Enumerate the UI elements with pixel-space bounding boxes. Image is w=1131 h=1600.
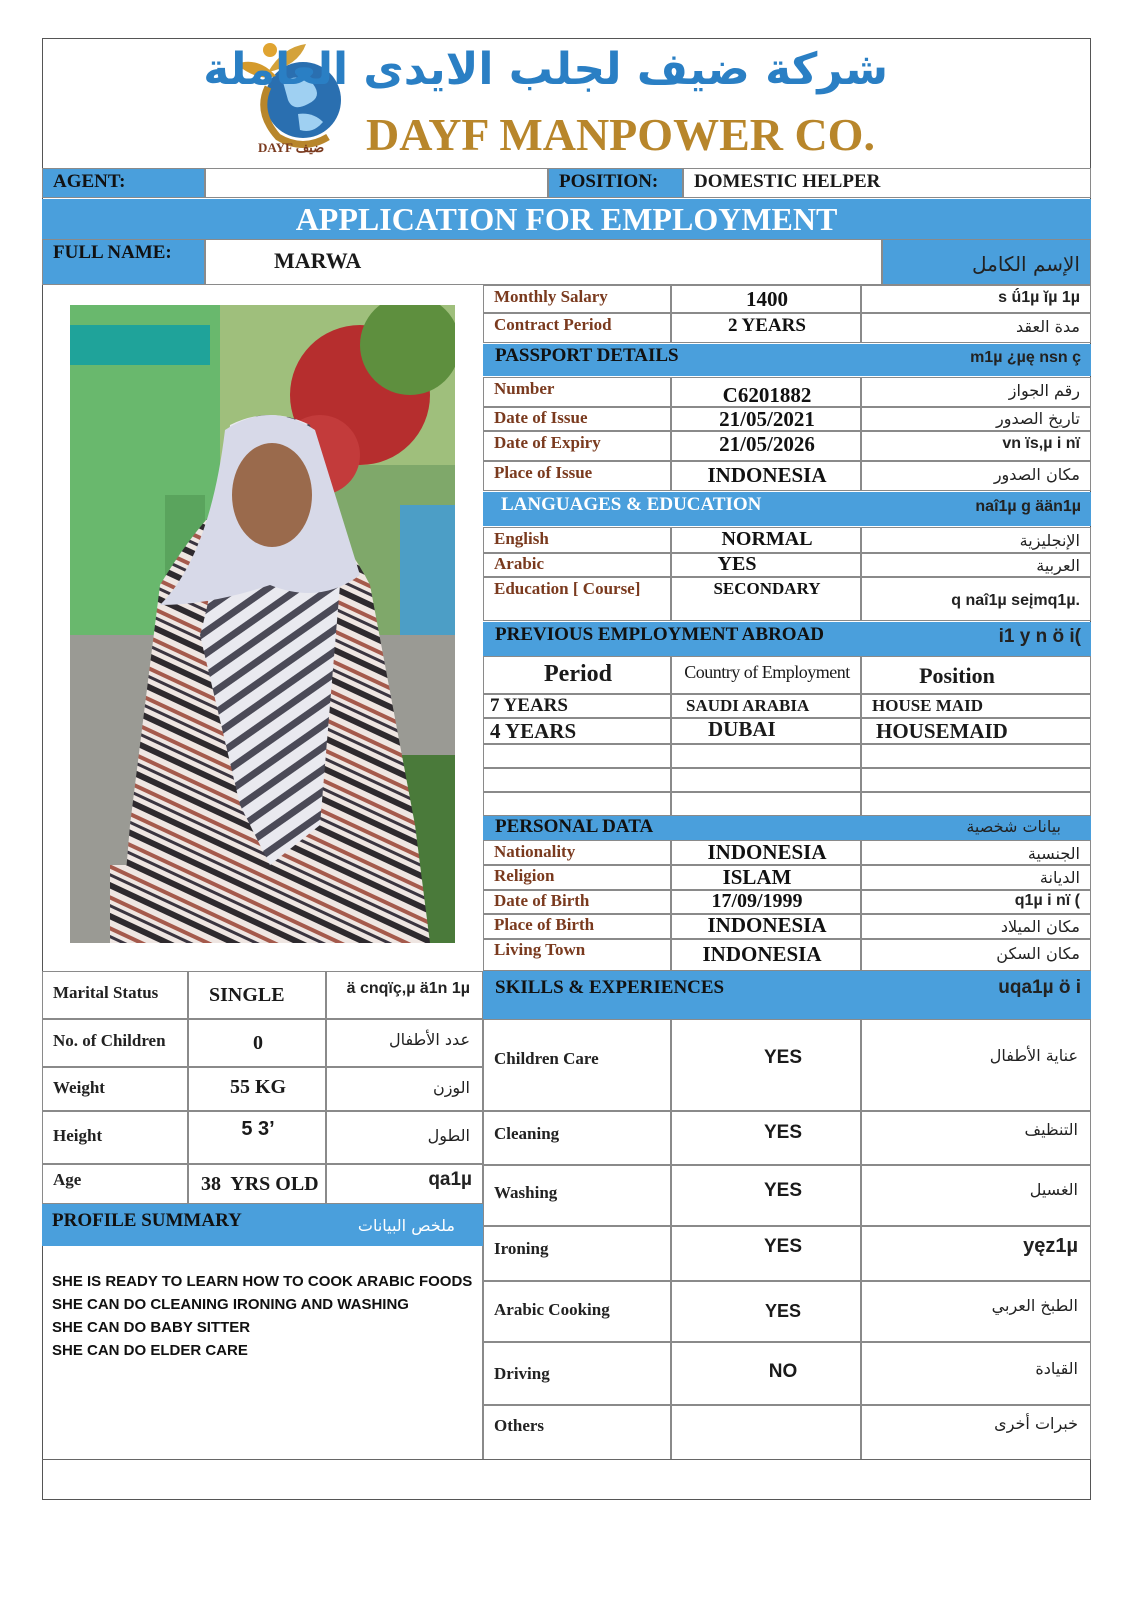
skill-washing-ar-cell — [861, 1165, 1091, 1226]
skill-children-care-value-cell[interactable] — [671, 1019, 861, 1111]
skill-ironing-value-cell[interactable] — [671, 1226, 861, 1281]
logo-caption: DAYF ضيف — [258, 140, 325, 155]
table-row — [483, 768, 671, 792]
skill-others-label-cell — [483, 1405, 671, 1460]
salary-label-cell — [483, 285, 671, 313]
issue-date-label: Date of Issue — [494, 408, 588, 427]
birth-date-ar-cell — [861, 890, 1091, 914]
skill-washing-value: YES — [763, 1180, 803, 1201]
issue-place-label-ar: مكان الصدور — [993, 465, 1080, 484]
contract-value: 2 YEARS — [728, 315, 806, 336]
prev-2-position: HOUSEMAID — [876, 719, 1008, 743]
expiry-date-ar-cell — [861, 431, 1091, 461]
birth-place-ar-cell — [861, 914, 1091, 939]
issue-place-label: Place of Issue — [494, 463, 593, 482]
table-row — [483, 694, 671, 718]
skill-driving-label-ar: القيادة — [1035, 1359, 1078, 1378]
english-label-cell — [483, 527, 671, 553]
age-value-cell[interactable] — [188, 1164, 326, 1204]
col-country — [671, 656, 861, 694]
skill-arabic-cooking-value-cell[interactable] — [671, 1281, 861, 1342]
age-ar-cell — [326, 1164, 483, 1204]
profile-summary-title-ar: ملخص البيانات — [357, 1216, 455, 1235]
living-town-label: Living Town — [494, 940, 586, 959]
col-period-label: Period — [544, 661, 612, 687]
arabic-value: YES — [717, 553, 757, 575]
children-value: 0 — [253, 1032, 263, 1054]
passport-number-label: Number — [494, 379, 555, 398]
contract-label-ar: مدة العقد — [1016, 317, 1080, 336]
issue-date-value-cell[interactable] — [671, 407, 861, 431]
expiry-date-label-cell — [483, 431, 671, 461]
languages-title: LANGUAGES & EDUCATION — [501, 494, 762, 515]
issue-place-value-cell[interactable] — [671, 461, 861, 491]
birth-place-value: INDONESIA — [707, 913, 827, 937]
arabic-label: Arabic — [494, 554, 545, 573]
issue-place-label-cell — [483, 461, 671, 491]
expiry-date-value: 21/05/2026 — [719, 432, 815, 456]
weight-label-ar: الوزن — [432, 1078, 470, 1097]
salary-label: Monthly Salary — [494, 287, 608, 306]
applicant-photo-image — [70, 305, 455, 943]
skill-children-care-ar-cell — [861, 1019, 1091, 1111]
weight-label-cell — [42, 1067, 188, 1111]
skill-others-value-cell[interactable] — [671, 1405, 861, 1460]
profile-line: SHE IS READY TO LEARN HOW TO COOK ARABIC FOODS — [52, 1273, 473, 1290]
birth-place-label-cell — [483, 914, 671, 939]
living-town-label-ar: مكان السكن — [996, 944, 1080, 963]
issue-date-label-ar: تاريخ الصدور — [996, 409, 1080, 428]
education-value: SECONDARY — [713, 579, 821, 598]
education-label: Education [ Course] — [494, 579, 641, 598]
profile-line: SHE CAN DO CLEANING IRONING AND WASHING — [52, 1296, 409, 1313]
table-row — [861, 768, 1091, 792]
passport-number-value: C6201882 — [722, 383, 812, 407]
skill-driving-label: Driving — [494, 1364, 550, 1383]
issue-place-ar-cell — [861, 461, 1091, 491]
height-value-cell[interactable] — [188, 1111, 326, 1164]
col-period — [483, 656, 671, 694]
position-field[interactable] — [683, 168, 1091, 198]
profile-summary-border — [42, 1246, 483, 1460]
skill-ironing-ar-cell — [861, 1226, 1091, 1281]
skill-cleaning-value-cell[interactable] — [671, 1111, 861, 1165]
skill-children-care-label-cell — [483, 1019, 671, 1111]
skill-children-care-label-ar: عناية الأطفال — [989, 1046, 1078, 1065]
birth-date-label-cell — [483, 890, 671, 914]
skill-arabic-cooking-label-ar: الطبخ العربي — [991, 1296, 1078, 1315]
position-value: DOMESTIC HELPER — [694, 171, 881, 192]
living-town-value-cell[interactable] — [671, 939, 861, 971]
nationality-label-cell — [483, 840, 671, 865]
passport-title: PASSPORT DETAILS — [495, 345, 679, 366]
salary-value: 1400 — [746, 287, 788, 311]
prev-1-period: 7 YEARS — [490, 695, 568, 716]
birth-place-label-ar: مكان الميلاد — [1000, 917, 1080, 936]
personal-data-title: PERSONAL DATA — [495, 816, 654, 837]
contract-label-cell — [483, 313, 671, 343]
expiry-date-label: Date of Expiry — [494, 433, 601, 452]
fullname-label-ar: الإسم الكامل — [971, 252, 1080, 276]
agent-field[interactable] — [205, 168, 548, 198]
salary-ar-cell — [861, 285, 1091, 313]
age-label-cell — [42, 1164, 188, 1204]
applicant-photo — [70, 305, 455, 943]
living-town-ar-cell — [861, 939, 1091, 971]
position-label: POSITION: — [559, 171, 659, 192]
previous-employment-header — [483, 622, 1091, 656]
nationality-ar-cell — [861, 840, 1091, 865]
fullname-value: MARWA — [274, 248, 362, 273]
children-label-ar: عدد الأطفال — [388, 1030, 470, 1049]
height-label-cell — [42, 1111, 188, 1164]
table-row — [671, 792, 861, 816]
arabic-label-ar: العربية — [1036, 556, 1080, 575]
skill-arabic-cooking-label-cell — [483, 1281, 671, 1342]
skill-washing-label-ar: الغسيل — [1029, 1180, 1078, 1199]
weight-value-cell[interactable] — [188, 1067, 326, 1111]
skill-cleaning-label: Cleaning — [494, 1124, 560, 1143]
fullname-label-ar-cell — [882, 239, 1091, 285]
contract-value-cell[interactable] — [671, 313, 861, 343]
previous-employment-title: PREVIOUS EMPLOYMENT ABROAD — [495, 624, 825, 645]
age-label-ar: qa1µ — [428, 1169, 472, 1190]
marital-label: Marital Status — [53, 983, 159, 1002]
marital-value-cell[interactable] — [188, 971, 326, 1019]
fullname-label: FULL NAME: — [53, 242, 172, 263]
passport-header — [483, 344, 1091, 376]
profile-summary-title: PROFILE SUMMARY — [52, 1210, 242, 1231]
nationality-label-ar: الجنسية — [1027, 844, 1080, 863]
skill-washing-label-cell — [483, 1165, 671, 1226]
contract-ar-cell — [861, 313, 1091, 343]
birth-date-label-ar: ) q1µ i nï — [1014, 892, 1080, 909]
skill-cleaning-ar-cell — [861, 1111, 1091, 1165]
religion-value: ISLAM — [722, 865, 792, 889]
birth-date-value: 17/09/1999 — [711, 890, 803, 912]
passport-number-value-cell[interactable] — [671, 377, 861, 407]
prev-2-country: DUBAI — [708, 717, 776, 741]
table-row — [483, 718, 671, 744]
table-row — [483, 792, 671, 816]
table-row — [671, 768, 861, 792]
table-row — [483, 744, 671, 768]
weight-ar-cell — [326, 1067, 483, 1111]
education-label-ar: .q naî1µ seįmq1µ — [951, 592, 1080, 609]
nationality-value: INDONESIA — [707, 840, 827, 864]
living-town-label-cell — [483, 939, 671, 971]
table-row — [861, 694, 1091, 718]
nationality-label: Nationality — [494, 842, 576, 861]
skill-cleaning-value: YES — [763, 1122, 803, 1143]
passport-number-label-cell — [483, 377, 671, 407]
english-label: English — [494, 529, 549, 548]
skill-cleaning-label-ar: التنظيف — [1024, 1120, 1078, 1139]
passport-number-ar-cell — [861, 377, 1091, 407]
religion-label: Religion — [494, 866, 555, 885]
height-ar-cell — [326, 1111, 483, 1164]
table-row — [861, 718, 1091, 744]
expiry-date-value-cell[interactable] — [671, 431, 861, 461]
table-row — [671, 694, 861, 718]
arabic-ar-cell — [861, 553, 1091, 577]
salary-value-cell[interactable] — [671, 285, 861, 313]
passport-number-label-ar: رقم الجواز — [1008, 381, 1080, 400]
company-name-english: DAYF MANPOWER CO. — [366, 109, 875, 160]
skill-ironing-label-ar: yęz1µ — [1023, 1235, 1078, 1257]
children-ar-cell — [326, 1019, 483, 1067]
birth-place-value-cell[interactable] — [671, 914, 861, 939]
birth-date-value-cell[interactable] — [671, 890, 861, 914]
skill-ironing-label: Ironing — [494, 1239, 549, 1258]
table-row — [861, 744, 1091, 768]
height-label-ar: الطول — [427, 1126, 470, 1145]
english-ar-cell — [861, 527, 1091, 553]
skill-others-label: Others — [494, 1416, 545, 1435]
issue-date-ar-cell — [861, 407, 1091, 431]
table-row — [671, 744, 861, 768]
nationality-value-cell[interactable] — [671, 840, 861, 865]
salary-label-ar: s ǘ1µ ĭµ 1µ — [998, 289, 1080, 306]
skill-children-care-value: YES — [763, 1047, 803, 1068]
issue-place-value: INDONESIA — [707, 463, 827, 487]
age-label: Age — [53, 1170, 82, 1189]
passport-title-ar: m1µ ¿µę nsn ç — [970, 349, 1081, 366]
religion-label-ar: الديانة — [1039, 868, 1080, 887]
form-title: APPLICATION FOR EMPLOYMENT — [295, 201, 838, 237]
profile-line: SHE CAN DO BABY SITTER — [52, 1319, 251, 1336]
languages-header — [483, 492, 1091, 526]
birth-place-label: Place of Birth — [494, 915, 595, 934]
birth-date-label: Date of Birth — [494, 891, 590, 910]
skill-children-care-label: Children Care — [494, 1049, 599, 1068]
religion-label-cell — [483, 865, 671, 890]
fullname-field[interactable] — [205, 239, 882, 285]
english-value-cell[interactable] — [671, 527, 861, 553]
skill-ironing-value: YES — [763, 1236, 803, 1257]
profile-line: SHE CAN DO ELDER CARE — [52, 1342, 248, 1359]
skill-arabic-cooking-ar-cell — [861, 1281, 1091, 1342]
personal-data-header — [483, 816, 1091, 840]
marital-label-ar: ä cnqïç,µ ä1n 1µ — [346, 980, 470, 997]
agent-label-cell — [42, 168, 205, 198]
children-label: No. of Children — [53, 1031, 166, 1050]
contract-label: Contract Period — [494, 315, 612, 334]
skills-title-ar: uqa1µ ö i — [998, 977, 1081, 998]
english-value: NORMAL — [721, 528, 813, 550]
weight-label: Weight — [53, 1078, 105, 1097]
skill-driving-ar-cell — [861, 1342, 1091, 1405]
skill-washing-label: Washing — [494, 1183, 558, 1202]
position-label-cell — [548, 168, 683, 198]
height-label: Height — [53, 1126, 103, 1145]
arabic-value-cell[interactable] — [671, 553, 861, 577]
col-position — [861, 656, 1091, 694]
skill-driving-value-cell[interactable] — [671, 1342, 861, 1405]
skill-arabic-cooking-value: YES — [764, 1301, 802, 1321]
marital-label-cell — [42, 971, 188, 1019]
skill-others-ar-cell — [861, 1405, 1091, 1460]
children-value-cell[interactable] — [188, 1019, 326, 1067]
skills-header — [483, 971, 1091, 1019]
religion-ar-cell — [861, 865, 1091, 890]
fullname-label-cell — [42, 239, 205, 285]
prev-2-period: 4 YEARS — [490, 719, 577, 743]
education-label-cell — [483, 577, 671, 621]
skill-ironing-label-cell — [483, 1226, 671, 1281]
table-row — [861, 792, 1091, 816]
agent-label: AGENT: — [53, 171, 126, 192]
col-position-label: Position — [919, 663, 995, 688]
issue-date-label-cell — [483, 407, 671, 431]
company-name-arabic: شركة ضيف لجلب الايدى العاملة — [203, 44, 888, 95]
english-label-ar: الإنجليزية — [1019, 531, 1080, 550]
age-value: 38 YRS OLD — [201, 1173, 319, 1195]
table-bottom-border — [42, 1459, 1091, 1460]
skill-arabic-cooking-label: Arabic Cooking — [494, 1300, 610, 1319]
living-town-value: INDONESIA — [702, 942, 822, 966]
languages-title-ar: naî1µ g ään1µ — [975, 498, 1081, 515]
skill-cleaning-label-cell — [483, 1111, 671, 1165]
col-country-label: Country of Employment — [684, 662, 850, 682]
marital-ar-cell — [326, 971, 483, 1019]
skill-others-label-ar: خبرات أخرى — [994, 1414, 1078, 1433]
profile-summary-header — [42, 1204, 483, 1246]
education-value-cell[interactable] — [671, 577, 861, 621]
marital-value: SINGLE — [209, 984, 285, 1006]
weight-value: 55 KG — [229, 1076, 287, 1098]
expiry-date-label-ar: vn ïs,µ i nï — [1002, 435, 1080, 452]
personal-data-title-ar: بيانات شخصية — [966, 817, 1061, 836]
height-value: 5 3’ — [241, 1118, 275, 1140]
table-row — [671, 718, 861, 744]
prev-1-position: HOUSE MAID — [872, 696, 983, 715]
form-title-band — [42, 199, 1091, 239]
skill-driving-label-cell — [483, 1342, 671, 1405]
skill-driving-value: NO — [768, 1361, 798, 1382]
previous-employment-title-ar: )i1 y n ö i — [998, 626, 1081, 647]
prev-1-country: SAUDI ARABIA — [686, 696, 810, 715]
religion-value-cell[interactable] — [671, 865, 861, 890]
issue-date-value: 21/05/2021 — [719, 407, 815, 431]
skills-title: SKILLS & EXPERIENCES — [495, 977, 725, 998]
children-label-cell — [42, 1019, 188, 1067]
education-ar-cell — [861, 577, 1091, 621]
skill-washing-value-cell[interactable] — [671, 1165, 861, 1226]
